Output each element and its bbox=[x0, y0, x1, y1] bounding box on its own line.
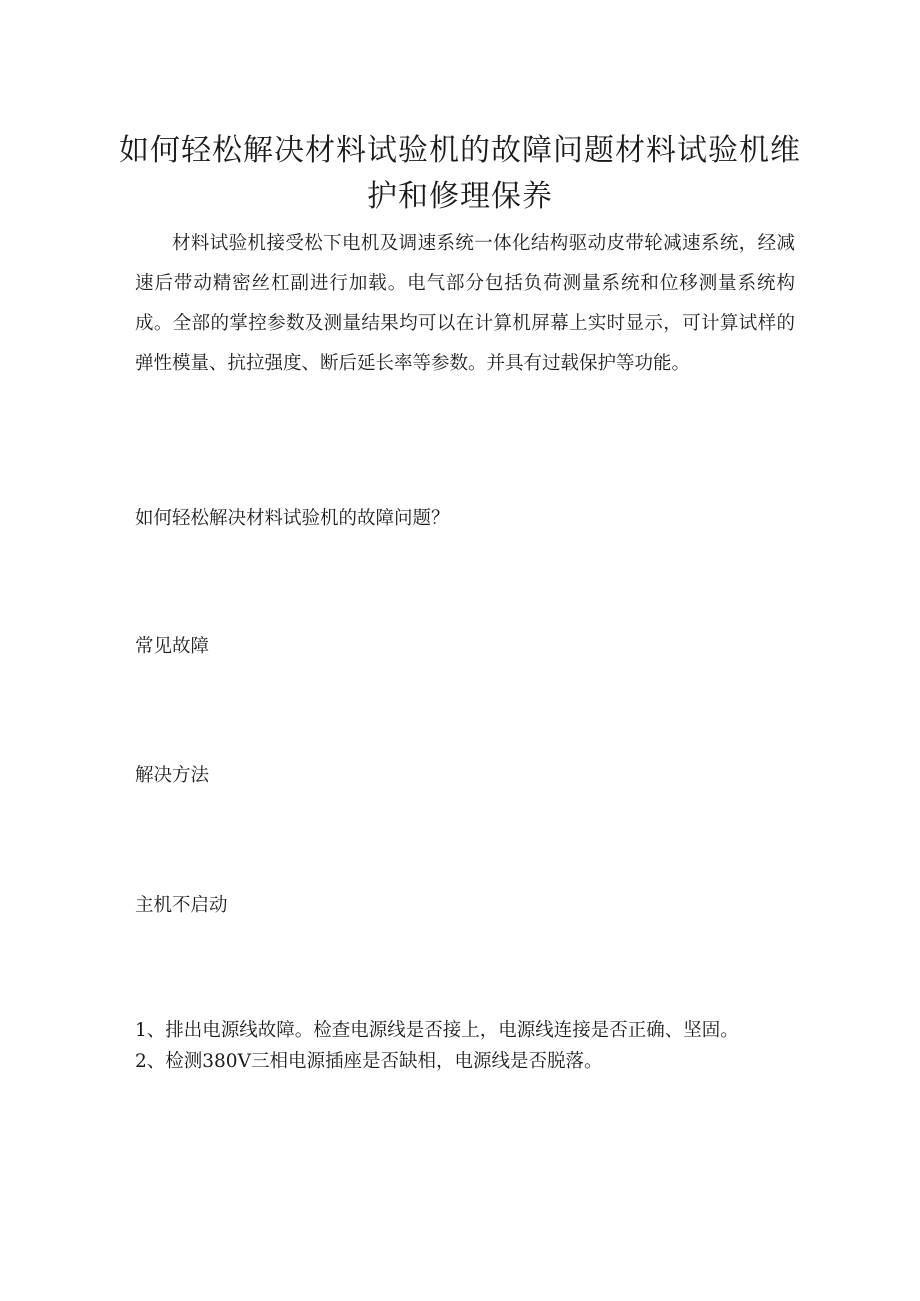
section-heading-common-faults: 常见故障 bbox=[135, 636, 210, 657]
document-title: 如何轻松解决材料试验机的故障问题材料试验机维护和修理保养 bbox=[119, 133, 801, 215]
section-heading-solutions: 解决方法 bbox=[135, 765, 210, 786]
intro-paragraph: 材料试验机接受松下电机及调速系统一体化结构驱动皮带轮减速系统，经减速后带动精密丝杠副进行加载。电气部分包括负荷测量系统和位移测量系统构成。全部的掌控参数及测量结果均可以在计算机屏幕上实时显示，可计算试样的弹性模量、抗拉强度、断后延长率等参数。并具有过载保护等功能。 bbox=[135, 233, 795, 374]
solution-step: 1、排出电源线故障。检查电源线是否接上，电源线连接是否正确、坚固。 bbox=[135, 1020, 739, 1041]
solution-step: 2、检测380V三相电源插座是否缺相，电源线是否脱落。 bbox=[135, 1051, 603, 1072]
section-heading-host-not-starting: 主机不启动 bbox=[135, 895, 228, 916]
question-heading: 如何轻松解决材料试验机的故障问题？ bbox=[135, 508, 450, 529]
